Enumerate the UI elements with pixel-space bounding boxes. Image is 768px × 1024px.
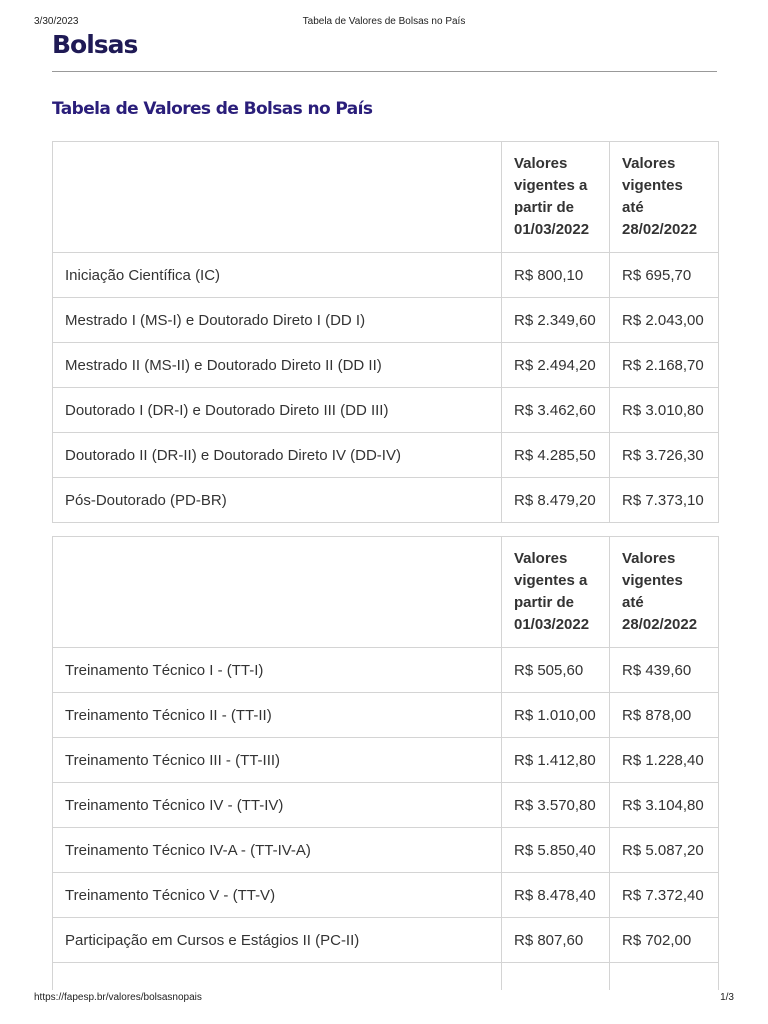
bolsa-name-cell: Treinamento Técnico V - (TT-V) xyxy=(53,873,502,918)
header-cell-period: Valores vigentes a partir de 01/03/2022 xyxy=(502,142,610,253)
bolsa-value-cell: R$ 8.478,40 xyxy=(502,873,610,918)
bolsa-value-cell: R$ 505,60 xyxy=(502,648,610,693)
bolsa-value-cell: R$ 3.570,80 xyxy=(502,783,610,828)
table-header-row xyxy=(53,142,719,253)
table-row xyxy=(53,388,719,433)
bolsa-name-cell xyxy=(53,963,502,991)
bolsa-value-cell: R$ 4.285,50 xyxy=(502,433,610,478)
print-title: Tabela de Valores de Bolsas no País xyxy=(302,16,466,27)
table-row xyxy=(53,828,719,873)
header-cell-period: Valores vigentes até 28/02/2022 xyxy=(610,537,719,648)
bolsa-name-cell: Iniciação Científica (IC) xyxy=(53,253,502,298)
table-row xyxy=(53,253,719,298)
page-number: 1/3 xyxy=(720,992,734,1003)
print-footer xyxy=(34,992,734,1006)
table-row xyxy=(53,433,719,478)
table-row xyxy=(53,343,719,388)
bolsa-name-cell: Treinamento Técnico IV - (TT-IV) xyxy=(53,783,502,828)
bolsa-name-cell: Treinamento Técnico IV-A - (TT-IV-A) xyxy=(53,828,502,873)
bolsas-table-2 xyxy=(52,536,719,990)
bolsa-name-cell: Treinamento Técnico II - (TT-II) xyxy=(53,693,502,738)
bolsa-name-cell: Participação em Cursos e Estágios II (PC-II) xyxy=(53,918,502,963)
page-heading: Bolsas xyxy=(52,30,138,59)
table-row xyxy=(53,693,719,738)
bolsa-value-cell: R$ 7.373,10 xyxy=(610,478,719,523)
bolsa-value-cell: R$ 800,10 xyxy=(502,253,610,298)
bolsa-value-cell: R$ 3.010,80 xyxy=(610,388,719,433)
bolsa-name-cell: Pós-Doutorado (PD-BR) xyxy=(53,478,502,523)
bolsa-value-cell: R$ 1.010,00 xyxy=(502,693,610,738)
table-row xyxy=(53,873,719,918)
table-row xyxy=(53,648,719,693)
bolsa-name-cell: Treinamento Técnico I - (TT-I) xyxy=(53,648,502,693)
bolsa-name-cell: Mestrado II (MS-II) e Doutorado Direto II (DD II) xyxy=(53,343,502,388)
bolsa-name-cell: Mestrado I (MS-I) e Doutorado Direto I (DD I) xyxy=(53,298,502,343)
bolsa-value-cell: R$ 2.168,70 xyxy=(610,343,719,388)
bolsa-value-cell: R$ 5.850,40 xyxy=(502,828,610,873)
bolsa-value-cell: R$ 2.043,00 xyxy=(610,298,719,343)
bolsa-value-cell: R$ 3.104,80 xyxy=(610,783,719,828)
bolsa-value-cell: R$ 8.479,20 xyxy=(502,478,610,523)
header-cell-period: Valores vigentes a partir de 01/03/2022 xyxy=(502,537,610,648)
table-row xyxy=(53,963,719,991)
bolsa-value-cell: R$ 5.087,20 xyxy=(610,828,719,873)
bolsa-name-cell: Doutorado II (DR-II) e Doutorado Direto IV (DD-IV) xyxy=(53,433,502,478)
bolsa-value-cell: R$ 1.228,40 xyxy=(610,738,719,783)
print-date: 3/30/2023 xyxy=(34,16,79,27)
bolsas-table-1 xyxy=(52,141,719,523)
page-url: https://fapesp.br/valores/bolsasnopais xyxy=(34,992,202,1003)
bolsa-name-cell: Doutorado I (DR-I) e Doutorado Direto III (DD III) xyxy=(53,388,502,433)
bolsa-value-cell: R$ 702,00 xyxy=(610,918,719,963)
bolsa-value-cell: R$ 3.726,30 xyxy=(610,433,719,478)
header-cell-category xyxy=(53,537,502,648)
bolsa-value-cell: R$ 439,60 xyxy=(610,648,719,693)
table-header-row xyxy=(53,537,719,648)
bolsa-value-cell xyxy=(610,963,719,991)
bolsa-value-cell: R$ 878,00 xyxy=(610,693,719,738)
table-row xyxy=(53,783,719,828)
header-cell-category xyxy=(53,142,502,253)
table-row xyxy=(53,298,719,343)
section-title: Tabela de Valores de Bolsas no País xyxy=(52,99,373,119)
table-row xyxy=(53,738,719,783)
bolsa-value-cell: R$ 695,70 xyxy=(610,253,719,298)
bolsa-value-cell: R$ 2.494,20 xyxy=(502,343,610,388)
table-row xyxy=(53,918,719,963)
bolsa-name-cell: Treinamento Técnico III - (TT-III) xyxy=(53,738,502,783)
header-cell-period: Valores vigentes até 28/02/2022 xyxy=(610,142,719,253)
bolsa-value-cell: R$ 7.372,40 xyxy=(610,873,719,918)
bolsa-value-cell: R$ 2.349,60 xyxy=(502,298,610,343)
bolsa-value-cell: R$ 3.462,60 xyxy=(502,388,610,433)
bolsa-value-cell: R$ 1.412,80 xyxy=(502,738,610,783)
table-row xyxy=(53,478,719,523)
bolsa-value-cell: R$ 807,60 xyxy=(502,918,610,963)
bolsa-value-cell xyxy=(502,963,610,991)
